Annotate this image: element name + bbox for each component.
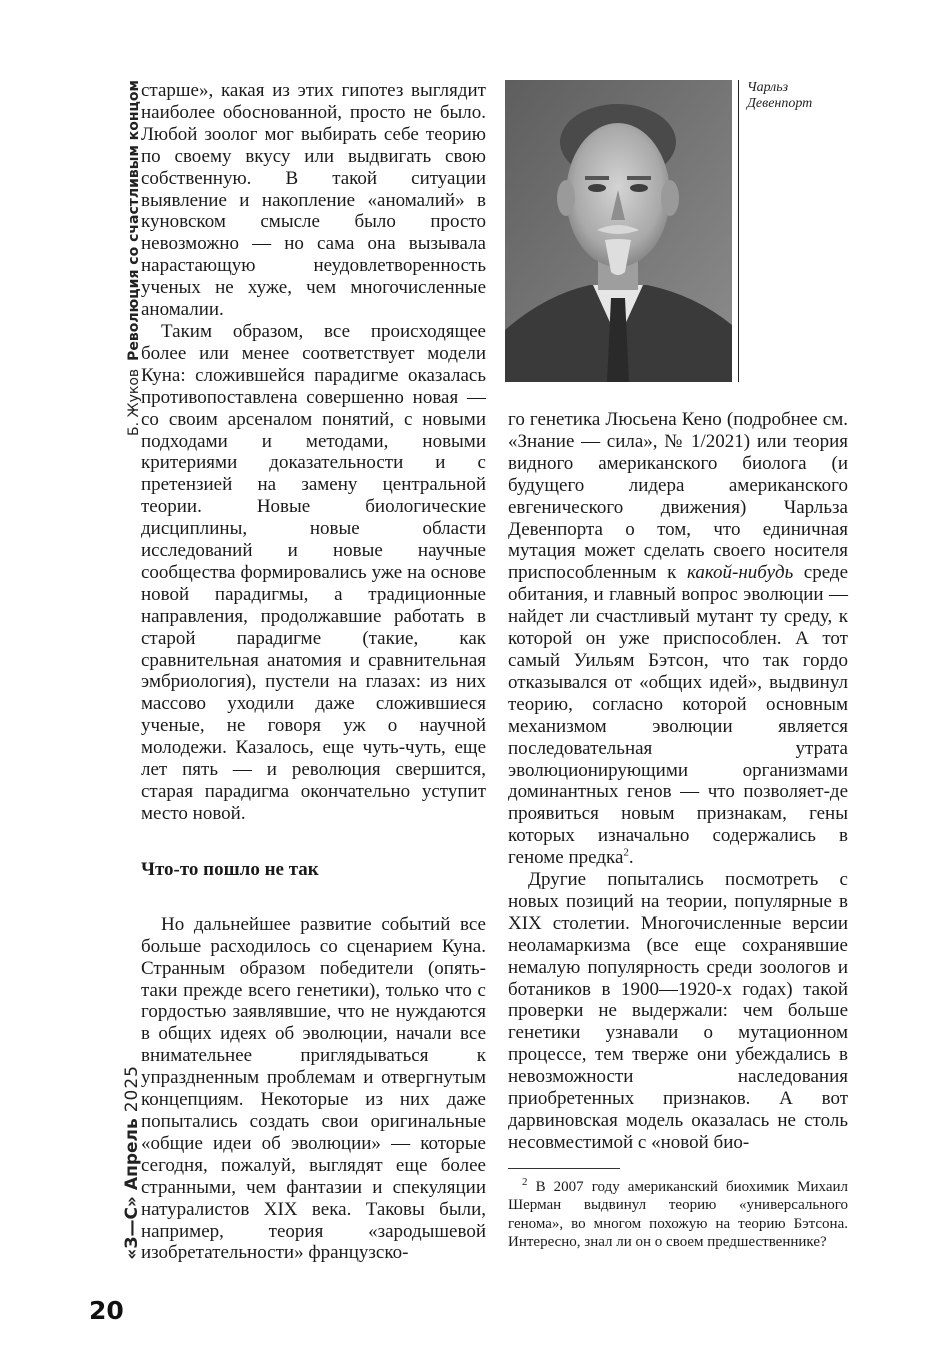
footnote-rule: [508, 1168, 620, 1169]
right-para-1-a: го генетика Люсьена Кено (подробнее см. «Знание — сила», № 1/2021) или теория видного американского биолога (и будущего лидера американского евгенического движения) Чарльза Девенпорта о том, что единичная мутация может сделать своего носителя приспособленным к: [508, 409, 848, 584]
portrait-photo: [505, 80, 732, 382]
caption-line-2: Девенпорт: [747, 96, 813, 111]
journal-name: «З—С»: [122, 1196, 142, 1260]
portrait-image: [505, 80, 732, 382]
left-para-2: Таким образом, все происходящее более или менее соответствует модели Куна: сложившейся парадигме оказалась противопоставлена совершенно новая — со своим арсеналом понятий, с новыми подходами и методами, новыми критериями доказательности и с претензией на замену центральной теории. Новые биологические дисциплины, новые области исследований и новые научные сообщества формировались уже на основе новой парадигмы, а традиционные направления, продолжавшие работать в старой парадигме (такие, как сравнительная анатомия и сравнительная эмбриология), пустели на глазах: из них массово уходили даже сложившиеся ученые, не говоря уж о научной молодежи. Казалось, еще чуть-чуть, еще лет пять — и революция свершится, старая парадигма окончательно уступит место новой.: [141, 320, 486, 824]
section-heading: Что-то пошло не так: [141, 858, 319, 880]
footnote-mark: 2: [522, 1176, 528, 1188]
right-para-1: [508, 409, 848, 869]
left-para-1: старше», какая из этих гипотез выглядит наиболее обоснованной, просто не было. Любой зоолог мог выбирать себе теорию по своему вкусу или выдвигать свою собственную. В такой ситуации выявление и накопление «аномалий» в куновском смысле было просто невозможно — но сама она вызывала нарастающую неудовлетворенность ученых не хуже, чем многочисленные аномалии.: [141, 80, 486, 321]
issue-year: 2025: [122, 1065, 142, 1113]
right-column: [508, 409, 848, 1154]
caption-rule: [738, 80, 739, 382]
footnote: [508, 1178, 848, 1252]
right-para-1-b: среде обитания, и главный вопрос эволюции — найдет ли счастливый мутант ту среду, к которой он уже приспособлен. А тот самый Уильям Бэтсон, что так гордо отказывался от «общих идей», выдвинул теорию, согласно которой основным механизмом эволюции является последовательная утрата эволюционирующими организмами доминантных генов — что позволяет-де проявиться новым признакам, гены которых изначально содержались в геноме предка: [508, 562, 848, 869]
running-header-title: Революция со счастливым концом: [126, 80, 142, 361]
page-number: 20: [89, 1296, 124, 1325]
right-para-1-emphasis: какой-нибудь: [686, 562, 794, 584]
caption-line-1: Чарльз: [747, 80, 789, 95]
right-para-2: Другие попытались посмотреть с новых позиций на теории, популярные в XIX столетии. Многочисленные версии неоламаркизма (все еще сохранявшие немалую популярность среди зоологов и ботаников в 1900—1920-х годах) такой проверки не выдержали: чем больше генетики узнавали о мутационном процессе, тем тверже они убеждались в невозможности наследования приобретенных признаков. А вот дарвиновская модель оказалась не столь несовместимой с «новой био-: [508, 869, 848, 1153]
issue-month: Апрель: [122, 1118, 142, 1191]
footnote-ref-2: 2: [623, 846, 629, 859]
running-header-author: Б. Жуков: [126, 368, 142, 436]
footnote-text: В 2007 году американский биохимик Михаил Шерман выдвинул теорию «универсального генома», во многом похожую на теорию Бэтсона. Интересно, знал ли он о своем предшественнике?: [508, 1179, 848, 1251]
photo-caption: [747, 80, 867, 112]
right-para-1-end: .: [628, 847, 634, 869]
left-column: [141, 80, 486, 1264]
left-para-3: Но дальнейшее развитие событий все больше расходилось со сценарием Куна. Странным образом победители (опять-таки прежде всего генетики), только что с гордостью заявлявшие, что не нуждаются в общих идеях об эволюции, начали все внимательнее приглядываться к упраздненным проблемам и отвергнутым концепциям. Некоторые из них даже попытались создать свои оригинальные «общие идеи об эволюции» — которые сегодня, пожалуй, выглядят еще более странными, чем фантазии и спекуляции натуралистов XIX века. Таковы были, например, теория «зародышевой изобретательности» французско-: [141, 913, 486, 1264]
